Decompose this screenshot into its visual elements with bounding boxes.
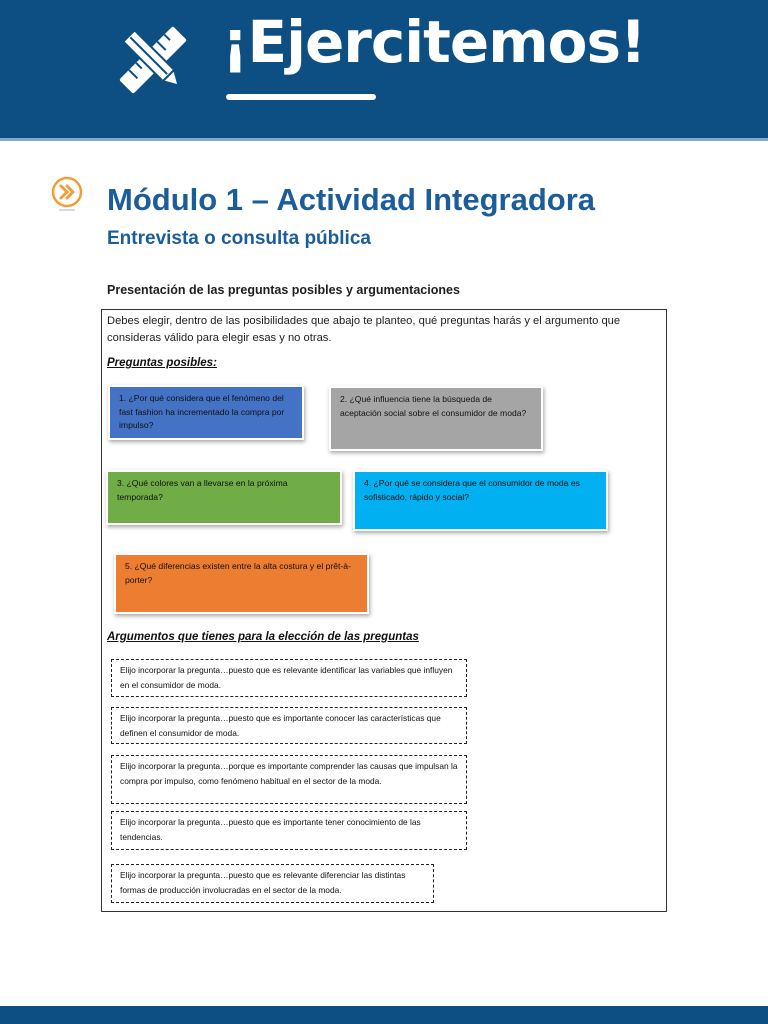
question-card-2: 2. ¿Qué influencia tiene la búsqueda de aceptación social sobre el consumidor de moda? xyxy=(329,386,543,451)
question-card-1: 1. ¿Por qué considera que el fenómeno del fast fashion ha incrementado la compra por impulso? xyxy=(108,385,304,440)
ruler-pencil-icon xyxy=(113,20,193,100)
module-title: Módulo 1 – Actividad Integradora xyxy=(107,182,596,217)
module-subtitle: Entrevista o consulta pública xyxy=(107,228,371,249)
argument-box-1: Elijo incorporar la pregunta…puesto que es relevante identificar las variables que influyen en el consumidor de moda. xyxy=(111,659,467,697)
section-heading: Presentación de las preguntas posibles y argumentaciones xyxy=(107,283,460,297)
argument-box-4: Elijo incorporar la pregunta…puesto que es importante tener conocimiento de las tendencias. xyxy=(111,811,467,850)
intro-text: Debes elegir, dentro de las posibilidades que abajo te planteo, qué preguntas harás y el argumento que consideras válido para elegir esas y no otras. xyxy=(107,315,621,344)
question-card-4: 4. ¿Por qué se considera que el consumidor de moda es sofisticado, rápido y social? xyxy=(353,470,608,531)
header-banner xyxy=(0,0,768,141)
banner-title: ¡Ejercitemos! xyxy=(222,8,646,76)
argument-box-5: Elijo incorporar la pregunta…puesto que es relevante diferenciar las distintas formas de producción involucradas en el sector de la moda. xyxy=(111,864,434,903)
arguments-heading: Argumentos que tienes para la elección de las preguntas xyxy=(107,631,419,643)
argument-box-3: Elijo incorporar la pregunta…porque es importante comprender las causas que impulsan la compra por impulso, como fenómeno habitual en el sector de la moda. xyxy=(111,755,467,804)
footer-bar xyxy=(0,1006,768,1024)
question-card-5: 5. ¿Qué diferencias existen entre la alta costura y el prêt-à-porter? xyxy=(114,553,369,614)
questions-heading: Preguntas posibles: xyxy=(107,357,217,369)
question-card-3: 3. ¿Qué colores van a llevarse en la próxima temporada? xyxy=(106,470,342,525)
banner-underline xyxy=(226,94,376,100)
argument-box-2: Elijo incorporar la pregunta…puesto que es importante conocer las características que definen el consumidor de moda. xyxy=(111,707,467,744)
double-chevron-right-icon xyxy=(50,175,84,215)
